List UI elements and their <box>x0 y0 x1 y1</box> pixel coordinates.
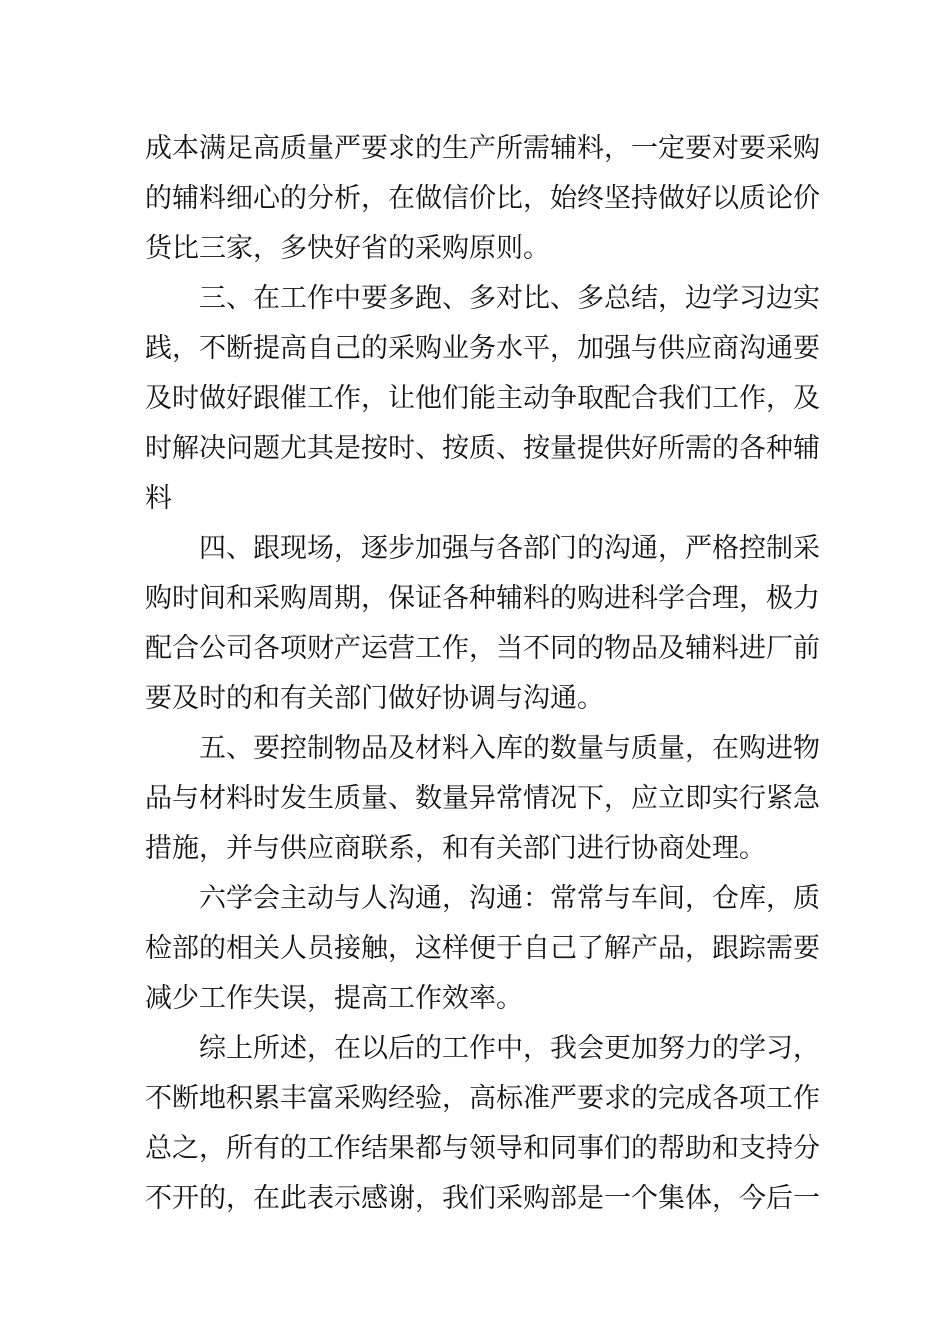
text-line: 料 <box>145 483 172 514</box>
document-body <box>145 124 820 1224</box>
text-line: 践，不断提高自己的采购业务水平，加强与供应商沟通要 <box>145 333 820 364</box>
text-line: 成本满足高质量严要求的生产所需辅料，一定要对要采购 <box>145 133 820 164</box>
paragraph-six-start: 六学会主动与人沟通，沟通：常常与车间，仓库，质 <box>199 883 820 914</box>
text-line: 要及时的和有关部门做好协调与沟通。 <box>145 683 604 714</box>
text-line: 品与材料时发生质量、数量异常情况下，应立即实行紧急 <box>145 783 820 814</box>
paragraph-four-start: 四、跟现场，逐步加强与各部门的沟通，严格控制采 <box>199 533 820 564</box>
text-line: 的辅料细心的分析，在做信价比，始终坚持做好以质论价 <box>145 183 820 214</box>
text-line: 减少工作失误，提高工作效率。 <box>145 983 523 1014</box>
paragraph-five-start: 五、要控制物品及材料入库的数量与质量，在购进物 <box>199 733 820 764</box>
text-line: 配合公司各项财产运营工作，当不同的物品及辅料进厂前 <box>145 633 820 664</box>
text-line: 不断地积累丰富采购经验，高标准严要求的完成各项工作 <box>145 1083 820 1114</box>
text-line: 检部的相关人员接触，这样便于自己了解产品，跟踪需要 <box>145 933 820 964</box>
text-line: 货比三家，多快好省的采购原则。 <box>145 233 550 264</box>
text-line: 时解决问题尤其是按时、按质、按量提供好所需的各种辅 <box>145 433 820 464</box>
text-line: 措施，并与供应商联系，和有关部门进行协商处理。 <box>145 833 766 864</box>
text-line: 不开的，在此表示感谢，我们采购部是一个集体，今后一 <box>145 1183 820 1214</box>
text-line: 购时间和采购周期，保证各种辅料的购进科学合理，极力 <box>145 583 820 614</box>
paragraph-summary-start: 综上所述，在以后的工作中，我会更加努力的学习， <box>199 1033 820 1064</box>
text-line: 总之，所有的工作结果都与领导和同事们的帮助和支持分 <box>145 1133 820 1164</box>
paragraph-three-start: 三、在工作中要多跑、多对比、多总结，边学习边实 <box>199 283 820 314</box>
text-line: 及时做好跟催工作，让他们能主动争取配合我们工作，及 <box>145 383 820 414</box>
